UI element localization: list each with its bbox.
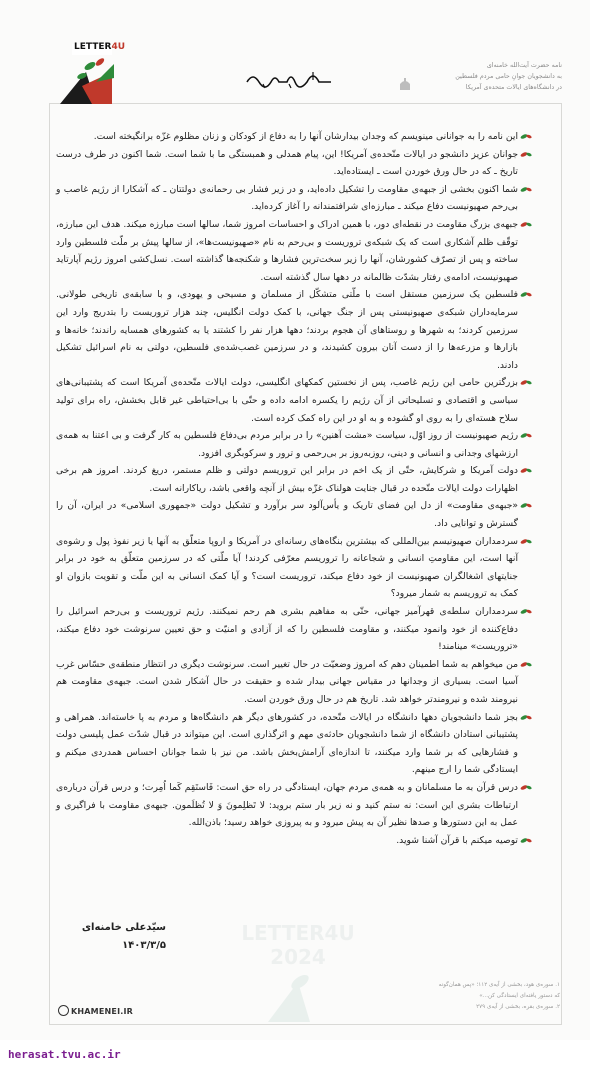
paragraph-text: دولت آمریکا و شرکایش، حتّی از یک اخم در برابر این تروریسم دولتی و ظلم مستمر، دریغ کردند. امروز هم برخی اظهارات دولت ایالات متّحده در قبال جنایت هولناک غزّه بیش از آنچه واقعی باشد، ریاکارانه است. (56, 465, 518, 494)
leaf-bullet-icon (520, 432, 532, 439)
paragraph-text: رژیم صهیونیست از روز اوّل، سیاست «مشت آهنین» را در برابر مردم بی‌دفاع فلسطین به کار گرفت و بی اعتنا به همه‌ی ارزشهای وجدانی و انسانی و دینی، روزبه‌روز بر بی‌رحمی و ترور و سرکوبگری افزود. (56, 430, 518, 459)
leaf-bullet-icon (520, 714, 532, 721)
footnote: که دستور یافته‌ای ایستادگی کن...» (479, 993, 560, 999)
paragraph-text: جبهه‌ی بزرگ مقاومت در نقطه‌ای دور، با همین ادراک و احساسات امروز شما، سالها است مبارزه میکند. هدف این مبارزه، توقّف ظلم آشکاری است که یک شبکه‌ی تروریست و بی‌رحم به نام «صهیونیست‌ها»، از سالها پیش بر ملّت فلسطین وارد ساخته و پس از تصرّف کشورشان، آنها را زیر سخت‌ترین فشارها و شکنجه‌ها گذاشته است. نسل‌کشی امروز رژیم آپارتاید صهیونیست، ادامه‌ی رفتار بشدّت ظالمانه در دهها سال گذشته است. (56, 218, 518, 283)
letter-paragraph (56, 462, 532, 497)
leaf-bullet-icon (520, 608, 532, 615)
letter-paragraph (56, 427, 532, 462)
letter-paragraph (56, 374, 532, 427)
leaf-bullet-icon (520, 538, 532, 545)
letter4u-logo (52, 42, 148, 108)
signature-date: ۱۴۰۳/۳/۵ (122, 940, 166, 951)
site-watermark[interactable]: herasat.tvu.ac.ir (8, 1048, 121, 1061)
leaf-bullet-icon (520, 221, 532, 228)
letter4u-watermark (238, 912, 358, 1022)
letter-header (402, 60, 562, 93)
paragraph-text: شما اکنون بخشی از جبهه‌ی مقاومت را تشکیل داده‌اید، و در زیر فشار بی رحمانه‌ی دولتتان ـ که آشکارا از رژیم غاصب و بی‌رحم صهیونیست دفاع میکند ـ مبارزه‌ای شرافتمندانه را آغاز کرده‌اید. (56, 183, 518, 213)
leaf-bullet-icon (520, 467, 532, 474)
brand-icon (58, 1005, 69, 1016)
letter-paragraph (56, 832, 532, 850)
header-line: در دانشگاه‌های ایالات متحده‌ی آمریکا (465, 84, 562, 91)
letter-paragraph (56, 181, 532, 216)
leaf-bullet-icon (520, 379, 532, 386)
signature-block (66, 918, 166, 954)
paragraph-text: بجز شما دانشجویان دهها دانشگاه در ایالات متّحده، در کشورهای دیگر هم دانشگاه‌ها و مردم به پا خاسته‌اند. همراهی و پشتیبانی استادان دانشگاه از شما دانشجویان حادثه‌ی مهم و اثرگذاری است. این میتواند در قبال شدّت عمل پلیسی دولت و فشارهایی که بر شما وارد میکنند، تا اندازه‌ای آرامش‌بخش باشد. من نیز با شما جوانان احساس همدردی میکنم و ایستادگی شما را ارج مینهم. (56, 711, 518, 776)
leaf-bullet-icon (520, 151, 532, 158)
logo-text: LETTER4U (74, 42, 126, 52)
watermark-line2: 2024 (270, 945, 326, 969)
paragraph-text: جوانان عزیز دانشجو در ایالات متّحده‌ی آمریکا! این، پیام همدلی و همبستگی ما با شما است. شما اکنون در طرف درست تاریخ ـ که در حال ورق خوردن است ـ ایستاده‌اید. (56, 148, 518, 178)
letter-paragraph (56, 779, 532, 832)
letter-paragraph (56, 128, 532, 146)
letter-body (56, 128, 532, 849)
leaf-bullet-icon (520, 837, 532, 844)
paragraph-text: «جبهه‌ی مقاومت» از دل این فضای تاریک و یأس‌آلود سر برآورد و تشکیل دولت «جمهوری اسلامی» در ایران، آن را گسترش و توانایی داد. (56, 500, 518, 530)
paragraph-text: من میخواهم به شما اطمینان دهم که امروز وضعیّت در حال تغییر است. سرنوشت دیگری در انتظار منطقه‌ی حسّاس غرب آسیا است. بسیاری از وجدانها در مقیاس جهانی بیدار شده و حقیقت در حال آشکار شدن است. جبهه‌ی مقاومت هم نیرومند شده و نیرومندتر خواهد شد. تاریخ هم در حال ورق خوردن است. (56, 658, 518, 705)
leaf-bullet-icon (520, 661, 532, 668)
leaf-bullet-icon (520, 291, 532, 298)
letter-paragraph (56, 603, 532, 656)
bismillah-calligraphy (243, 66, 335, 90)
letter-paragraph (56, 216, 532, 286)
leaf-bullet-icon (520, 784, 532, 791)
footnote: ۱. سوره‌ی هود، بخشی از آیه‌ی ۱۱۲؛ «پس همان‌گونه (438, 982, 560, 988)
paragraph-text: این نامه را به جوانانی مینویسم که وجدان بیدارشان آنها را به دفاع از کودکان و زنان مظلوم غزّه برانگیخته است. (93, 131, 518, 142)
paragraph-text: درس قرآن به ما مسلمانان و به همه‌ی مردم جهان، ایستادگی در راه حق است: فَاستَقِم کَما اُمِرت؛ و درس قرآن درباره‌ی ارتباطات بشری این است: نه ستم کنید و نه زیر بار ستم بروید: لا تَظلِمونَ وَ لا تُظلَمون. جبهه‌ی مقاومت با فراگیری و عمل به این دستورها و صدها نظیر آن به پیش میرود و به پیروزی خواهد رسید؛ باذن‌الله. (56, 781, 518, 829)
paragraph-text: بزرگترین حامی این رژیم غاصب، پس از نخستین کمکهای انگلیسی، دولت ایالات متّحده‌ی آمریکا است که پشتیبانی‌های سیاسی و اقتصادی و تسلیحاتی از آن رژیم را یکسره ادامه داده و حتّی با بی‌احتیاطی غیر قابل بخشش، راه برای تولید سلاح هسته‌ای را به روی او گشوده و به او در این راه کمک کرده است. (56, 377, 518, 424)
letter-paragraph (56, 533, 532, 603)
watermark-line1: LETTER4U (241, 921, 355, 945)
paragraph-text: فلسطین یک سرزمین مستقل است با ملّتی متشکّل از مسلمان و مسیحی و یهودی، و با سابقه‌ی تاریخی طولانی. سرمایه‌داران شبکه‌ی صهیونیستی پس از جنگ جهانی، با کمک دولت انگلیس، چند هزار تروریست را بتدریج وارد این سرزمین کردند؛ به شهرها و روستاهای آن هجوم بردند؛ دهها هزار نفر را کشتند یا به کشورهای همسایه راندند؛ خانه‌ها و بازارها و مزرعه‌ها را از دست آنان بیرون کشیدند، و در سرزمین غصب‌شده‌ی فلسطین، دولتی به نام اسرائیل تشکیل دادند. (56, 289, 518, 371)
paragraph-text: سردمداران صهیونیسم بین‌المللی که بیشترین بنگاه‌های رسانه‌ای در آمریکا و اروپا متعلّق به آنها یا زیر نفوذ پول و رشوه‌ی آنها است، این مقاومتِ انسانی و شجاعانه را تروریسم معرّفی کردند! آیا ملّتی که در سرزمین متعلّق به خود در برابر جنایتهای اشغالگران صهیونیست از خود دفاع میکند، تروریست است؟ و آیا کمک انسانی به این ملّت و تقویت بازوان او کمک به تروریسم به شمار میرود؟ (56, 535, 518, 600)
signature-name: سیّدعلی خامنه‌ای (81, 922, 166, 933)
mosque-icon (398, 77, 412, 91)
letter-paragraph (56, 146, 532, 181)
letter-paragraph (56, 656, 532, 709)
footnote: ۲. سوره‌ی بقره، بخشی از آیه‌ی ۲۷۹ (476, 1004, 560, 1010)
leaf-bullet-icon (520, 133, 532, 140)
leaf-bullet-icon (520, 502, 532, 509)
leaf-bullet-icon (520, 186, 532, 193)
header-line: به دانشجویان جوانِ حامی مردم فلسطین (455, 73, 562, 80)
letter-paragraph (56, 497, 532, 532)
letter-paragraph (56, 709, 532, 779)
footnotes (380, 980, 560, 1013)
khamenei-brand: KHAMENEI.IR (58, 1005, 133, 1016)
letter-paragraph (56, 286, 532, 374)
paragraph-text: سردمداران سلطه‌ی قهرآمیز جهانی، حتّی به مفاهیم بشری هم رحم نمیکنند. رژیم تروریست و بی‌رحم اسرائیل را دفاع‌کننده از خود وانمود میکنند، و مقاومت فلسطین را که از آزادی و امنیّت و حق تعیین سرنوشت خود دفاع میکند، «تروریست» مینامند! (56, 606, 518, 653)
header-line: نامه حضرت آیت‌الله خامنه‌ای (486, 62, 562, 69)
paragraph-text: توصیه میکنم با قرآن آشنا شوید. (396, 834, 518, 846)
